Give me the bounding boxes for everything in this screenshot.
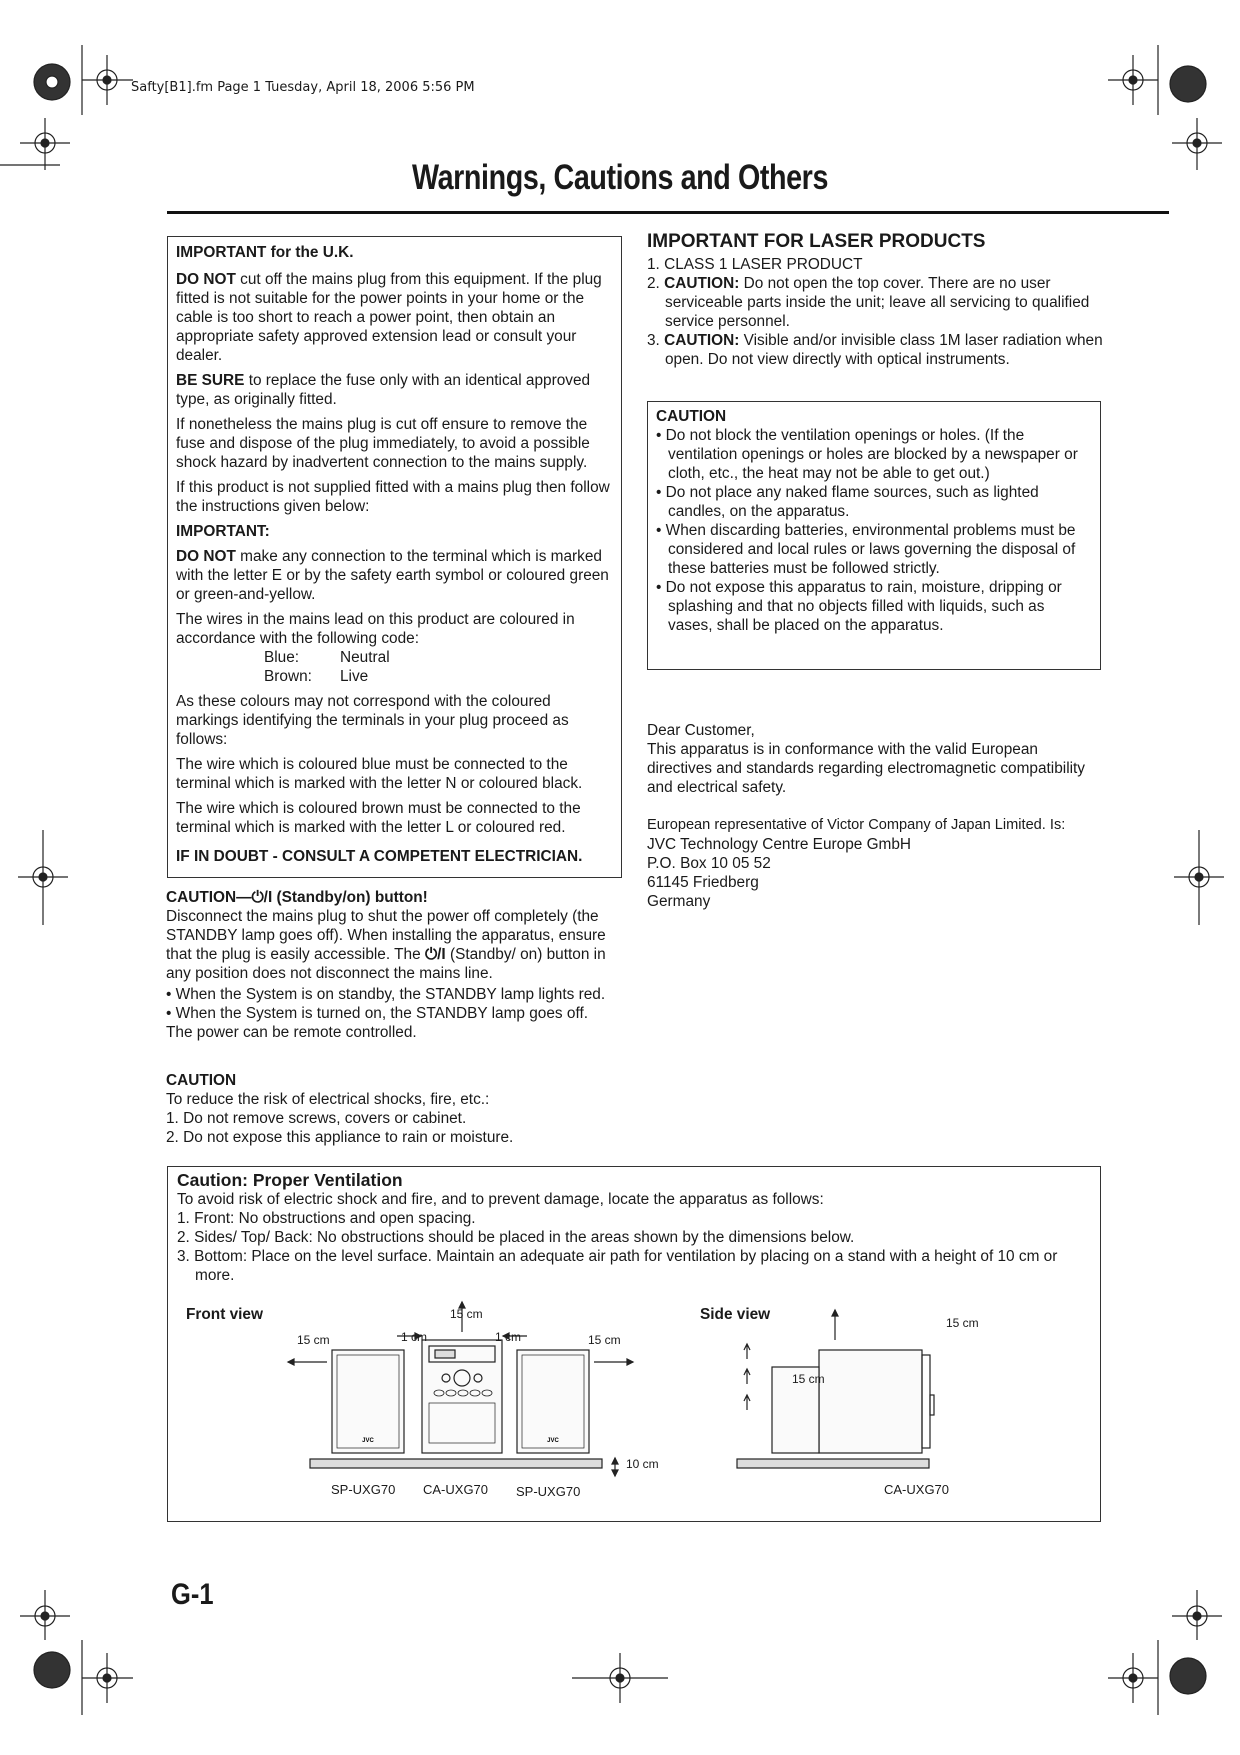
standby-caution: [166, 888, 628, 1042]
power-icon: ⏻/I: [251, 889, 273, 906]
front-shelf: [310, 1459, 602, 1468]
crosshair-mark: [572, 1653, 668, 1703]
power-icon: ⏻/I: [424, 946, 446, 963]
uk-p3: If nonetheless the mains plug is cut off ensure to remove the fuse and dispose of the plug immediately, to avoid a possible shock hazard by inadvertent connection to the mains supply.: [176, 416, 590, 471]
list-item: • When discarding batteries, environmental problems must be considered and local rules or laws governing the disposal of these batteries must be followed strictly.: [656, 522, 1076, 577]
dim-left: 15 cm: [297, 1333, 330, 1347]
laser-list: [647, 255, 1107, 369]
list-item: • When the System is turned on, the STANDBY lamp goes off.: [166, 1005, 589, 1022]
ventilation-heading: Caution: Proper Ventilation: [177, 1170, 403, 1190]
crosshair-mark: [18, 830, 68, 925]
caution-electrical: [166, 1071, 628, 1147]
standby-text: Disconnect the mains plug to shut the power off completely (the STANDBY lamp goes off). When installing the apparatus, ensure that the plug is easily accessible. The ⏻/I (Standby/ on) button in any position does not disconnect the mains line.: [166, 908, 606, 982]
dim-gap-left: 1 cm: [401, 1330, 428, 1344]
crosshair-mark: [1108, 55, 1158, 105]
dim-side-back: 15 cm: [792, 1372, 825, 1386]
crosshair-mark: [1172, 118, 1222, 170]
uk-important-heading: IMPORTANT:: [176, 523, 270, 540]
uk-p2: BE SURE to replace the fuse only with an identical approved type, as originally fitted.: [176, 372, 591, 408]
uk-p1: DO NOT cut off the mains plug from this equipment. If the plug fitted is not suitable for the power points in your home or the cable is too short to reach a power point, then obtain an appropriate safety approved extension lead or consult your dealer.: [176, 271, 602, 364]
list-item: • Do not place any naked flame sources, such as lighted candles, on the apparatus.: [656, 484, 1039, 520]
speaker-logo: JVC: [547, 1438, 559, 1444]
laser-heading: IMPORTANT FOR LASER PRODUCTS: [647, 231, 986, 252]
file-info: Safty[B1].fm Page 1 Tuesday, April 18, 2006 5:56 PM: [131, 80, 475, 95]
model-left-speaker: SP-UXG70: [331, 1482, 396, 1497]
crosshair-mark: [1174, 830, 1224, 925]
city: 61145 Friedberg: [647, 874, 759, 891]
uk-p4: If this product is not supplied fitted with a mains plug then follow the instructions given below:: [176, 479, 610, 515]
caution-right-bullets: [656, 426, 1092, 635]
customer-notice: [647, 721, 1107, 911]
caution-box: [647, 401, 1101, 670]
model-right-speaker: SP-UXG70: [516, 1484, 581, 1499]
page-title: Warnings, Cautions and Others: [412, 158, 828, 197]
sunburst-mark: [1170, 1658, 1206, 1694]
caution-left-intro: To reduce the risk of electrical shocks, fire, etc.:: [166, 1091, 490, 1108]
center-unit: [422, 1340, 502, 1453]
conformance-text: This apparatus is in conformance with the valid European directives and standards regarding electromagnetic compatibility and electrical safety.: [647, 741, 1086, 796]
remote-note: The power can be remote controlled.: [166, 1024, 417, 1041]
uk-important-box: [167, 236, 622, 878]
side-back-arrows: [744, 1344, 750, 1410]
standby-heading: CAUTION—⏻/I (Standby/on) button!: [166, 889, 428, 906]
list-item: 3. CAUTION: Visible and/or invisible class 1M laser radiation when open. Do not view directly with optical instruments.: [647, 332, 1103, 368]
standby-bullets: [166, 985, 628, 1023]
list-item: 1. CLASS 1 LASER PRODUCT: [647, 256, 863, 273]
ventilation-intro: To avoid risk of electric shock and fire, and to prevent damage, locate the apparatus as follows:: [177, 1191, 824, 1208]
crosshair-mark: [82, 1653, 133, 1703]
uk-p7: As these colours may not correspond with the coloured markings identifying the terminals in your plug proceed as follows:: [176, 693, 569, 748]
crosshair-mark: [82, 55, 133, 105]
front-view-label: Front view: [186, 1306, 263, 1323]
list-item: • When the System is on standby, the STANDBY lamp lights red.: [166, 986, 606, 1003]
title-rule: [167, 211, 1169, 214]
company-name: JVC Technology Centre Europe GmbH: [647, 836, 912, 853]
uk-footer: IF IN DOUBT - CONSULT A COMPETENT ELECTRICIAN.: [176, 848, 583, 865]
uk-p5: DO NOT make any connection to the terminal which is marked with the letter E or by the safety earth symbol or coloured green or green-and-yellow.: [176, 548, 609, 603]
list-item: 1. Front: No obstructions and open spacing.: [177, 1210, 476, 1227]
ventilation-list: [177, 1209, 1091, 1285]
crosshair-mark: [1172, 1590, 1222, 1640]
caution-right-heading: CAUTION: [656, 408, 727, 425]
sunburst-mark: [1170, 66, 1206, 102]
crosshair-mark: [20, 1590, 70, 1640]
dim-bottom: 10 cm: [626, 1457, 659, 1471]
laser-section: [647, 232, 1107, 369]
caution-left-heading: CAUTION: [166, 1072, 237, 1089]
crosshair-mark: [1108, 1653, 1158, 1703]
speaker-logo: JVC: [362, 1438, 374, 1444]
side-shelf: [737, 1459, 929, 1468]
page-number: G-1: [171, 1578, 214, 1611]
list-item: 2. Sides/ Top/ Back: No obstructions should be placed in the areas shown by the dimensions below.: [177, 1229, 855, 1246]
po-box: P.O. Box 10 05 52: [647, 855, 771, 872]
country: Germany: [647, 893, 711, 910]
uk-p6: The wires in the mains lead on this product are coloured in accordance with the following code:: [176, 611, 575, 647]
crosshair-mark: [20, 118, 70, 170]
representative: European representative of Victor Company of Japan Limited. Is:: [647, 817, 1066, 833]
greeting: Dear Customer,: [647, 722, 755, 739]
uk-p8: The wire which is coloured blue must be connected to the terminal which is marked with the letter N or coloured black.: [176, 756, 583, 792]
list-item: 3. Bottom: Place on the level surface. Maintain an adequate air path for ventilation by placing on a stand with a height of 10 cm or more.: [177, 1248, 1058, 1284]
dim-gap-right: 1 cm: [495, 1330, 522, 1344]
list-item: • Do not block the ventilation openings or holes. (If the ventilation openings or holes are blocked by a newspaper or cloth, etc., the heat may not be able to get out.): [656, 427, 1078, 482]
list-item: 2. CAUTION: Do not open the top cover. There are no user serviceable parts inside the unit; leave all servicing to qualified service personnel.: [647, 275, 1090, 330]
uk-p9: The wire which is coloured brown must be connected to the terminal which is marked with the letter L or coloured red.: [176, 800, 581, 836]
model-side: CA-UXG70: [884, 1482, 950, 1497]
sunburst-mark: [34, 1652, 70, 1688]
dim-right: 15 cm: [588, 1333, 621, 1347]
uk-heading: IMPORTANT for the U.K.: [176, 244, 354, 261]
sunburst-mark: [34, 64, 70, 100]
list-item: 1. Do not remove screws, covers or cabinet.: [166, 1110, 467, 1127]
side-view-label: Side view: [700, 1306, 771, 1323]
dim-top: 15 cm: [450, 1307, 483, 1321]
list-item: • Do not expose this apparatus to rain, moisture, dripping or splashing and that no objects filled with liquids, such as vases, shall be placed on the apparatus.: [656, 579, 1062, 634]
wire-code-table: Blue: Neutral Brown: Live: [264, 649, 390, 685]
list-item: 2. Do not expose this appliance to rain or moisture.: [166, 1129, 514, 1146]
model-center: CA-UXG70: [423, 1482, 489, 1497]
dim-side-top: 15 cm: [946, 1316, 979, 1330]
side-unit: [819, 1350, 922, 1453]
